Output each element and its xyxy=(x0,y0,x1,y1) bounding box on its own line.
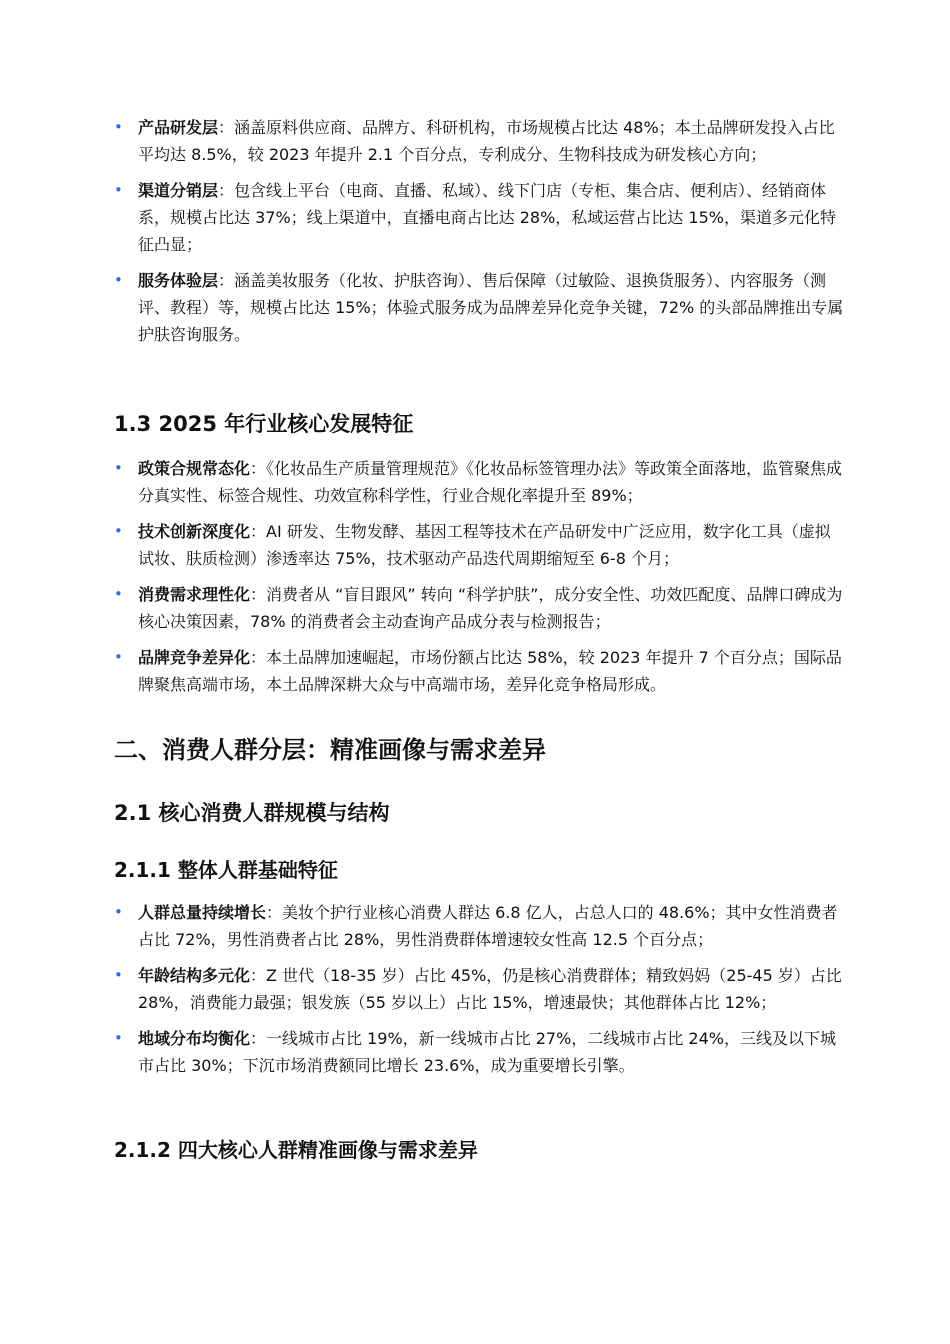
list-item xyxy=(114,177,844,258)
bullet-icon: • xyxy=(114,522,123,540)
item-term: 服务体验层 xyxy=(138,271,219,290)
bullet-icon: • xyxy=(114,459,123,477)
section-heading-2-1: 2.1 核心消费人群规模与结构 xyxy=(114,801,390,825)
industry-layer-list xyxy=(114,114,844,357)
bullet-icon: • xyxy=(114,966,123,984)
item-text: ：本土品牌加速崛起，市场份额占比达 58%，较 2023 年提升 7 个百分点；国际品牌聚焦高端市场，本土品牌深耕大众与中高端市场，差异化竞争格局形成。 xyxy=(138,648,842,694)
list-item xyxy=(114,267,844,348)
bullet-icon: • xyxy=(114,118,123,136)
chapter-heading-2: 二、消费人群分层：精准画像与需求差异 xyxy=(114,736,546,764)
bullet-icon: • xyxy=(114,903,123,921)
item-term: 消费需求理性化 xyxy=(138,585,251,604)
section-heading-1-3: 1.3 2025 年行业核心发展特征 xyxy=(114,412,414,436)
bullet-icon: • xyxy=(114,271,123,289)
item-term: 产品研发层 xyxy=(138,118,219,137)
item-text: ：涵盖原料供应商、品牌方、科研机构，市场规模占比达 48%；本土品牌研发投入占比平均达 8.5%，较 2023 年提升 2.1 个百分点，专利成分、生物科技成为研发核心方向； xyxy=(138,118,835,164)
item-text: ：涵盖美妆服务（化妆、护肤咨询）、售后保障（过敏险、退换货服务）、内容服务（测评、教程）等，规模占比达 15%；体验式服务成为品牌差异化竞争关键，72% 的头部品牌推出专属护肤咨询服务。 xyxy=(138,271,844,344)
item-text: ：《化妆品生产质量管理规范》《化妆品标签管理办法》等政策全面落地，监管聚焦成分真实性、标签合规性、功效宣称科学性，行业合规化率提升至 89%； xyxy=(138,459,843,505)
item-text: ：美妆个护行业核心消费人群达 6.8 亿人，占总人口的 48.6%；其中女性消费者占比 72%，男性消费者占比 28%，男性消费群体增速较女性高 12.5 个百分点； xyxy=(138,903,838,949)
bullet-icon: • xyxy=(114,585,123,603)
item-text: ：包含线上平台（电商、直播、私域）、线下门店（专柜、集合店、便利店）、经销商体系，规模占比达 37%；线上渠道中，直播电商占比达 28%，私域运营占比达 15%，渠道多元化特征凸显； xyxy=(138,181,836,254)
list-item xyxy=(114,455,844,509)
subsection-heading-2-1-1: 2.1.1 整体人群基础特征 xyxy=(114,858,338,882)
list-item xyxy=(114,644,844,698)
item-term: 渠道分销层 xyxy=(138,181,219,200)
subsection-heading-2-1-2: 2.1.2 四大核心人群精准画像与需求差异 xyxy=(114,1138,478,1162)
item-text: ：Z 世代（18-35 岁）占比 45%，仍是核心消费群体；精致妈妈（25-45 岁）占比 28%，消费能力最强；银发族（55 岁以上）占比 15%，增速最快；其他群体占比 12%； xyxy=(138,966,842,1012)
item-term: 品牌竞争差异化 xyxy=(138,648,251,667)
list-item xyxy=(114,1025,844,1079)
item-term: 技术创新深度化 xyxy=(138,522,251,541)
item-term: 地域分布均衡化 xyxy=(138,1029,251,1048)
item-text: ：一线城市占比 19%，新一线城市占比 27%，二线城市占比 24%，三线及以下城市占比 30%；下沉市场消费额同比增长 23.6%，成为重要增长引擎。 xyxy=(138,1029,836,1075)
item-term: 政策合规常态化 xyxy=(138,459,251,478)
item-text: ：消费者从 “盲目跟风” 转向 “科学护肤”，成分安全性、功效匹配度、品牌口碑成为核心决策因素，78% 的消费者会主动查询产品成分表与检测报告； xyxy=(138,585,843,631)
population-features-list xyxy=(114,899,844,1088)
list-item xyxy=(114,518,844,572)
bullet-icon: • xyxy=(114,648,123,666)
item-term: 人群总量持续增长 xyxy=(138,903,267,922)
list-item xyxy=(114,114,844,168)
list-item xyxy=(114,962,844,1016)
core-features-list xyxy=(114,455,844,707)
list-item xyxy=(114,899,844,953)
bullet-icon: • xyxy=(114,1029,123,1047)
bullet-icon: • xyxy=(114,181,123,199)
list-item xyxy=(114,581,844,635)
item-text: ：AI 研发、生物发酵、基因工程等技术在产品研发中广泛应用，数字化工具（虚拟试妆、肤质检测）渗透率达 75%，技术驱动产品迭代周期缩短至 6-8 个月； xyxy=(138,522,831,568)
item-term: 年龄结构多元化 xyxy=(138,966,251,985)
